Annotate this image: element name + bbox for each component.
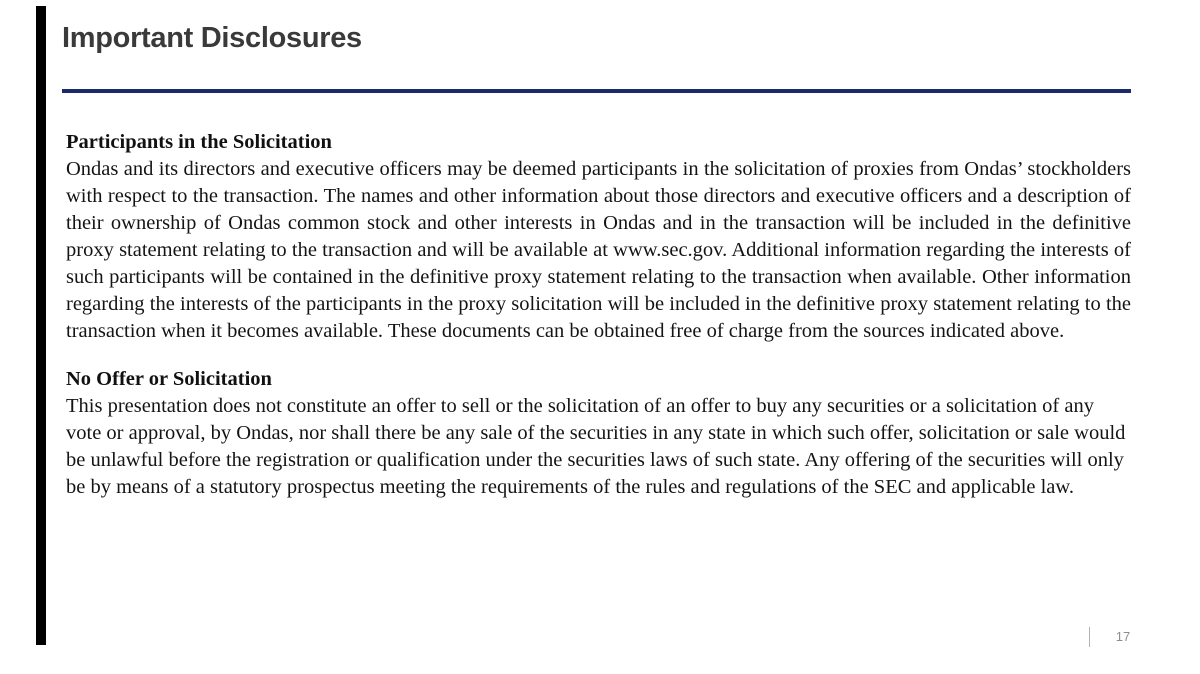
title-underline-rule [62, 89, 1131, 93]
slide-body [66, 129, 1131, 501]
footer-divider [1089, 627, 1090, 647]
section-paragraph: This presentation does not constitute an offer to sell or the solicitation of an offer to buy any securities or a solicitation of any vote or approval, by Ondas, nor shall there be any sale of the securities in any state in which such offer, solicitation or sale would be unlawful before the registration or qualification under the securities laws of such state. Any offering of the securities will only be by means of a statutory prospectus meeting the requirements of the rules and regulations of the SEC and applicable law. [66, 395, 1126, 498]
section-heading: No Offer or Solicitation [66, 368, 272, 390]
section-no-offer-or-solicitation [66, 366, 1131, 501]
section-paragraph: Ondas and its directors and executive officers may be deemed participants in the solicitation of proxies from Ondas’ stockholders with respect to the transaction. The names and other information about those directors and executive officers and a description of their ownership of Ondas common stock and other interests in Ondas and in the transaction will be included in the definitive proxy statement relating to the transaction and will be available at www.sec.gov. Additional information regarding the interests of such participants will be contained in the definitive proxy statement relating to the transaction when available. Other information regarding the interests of the participants in the proxy solicitation will be included in the definitive proxy statement relating to the transaction when it becomes available. These documents can be obtained free of charge from the sources indicated above. [66, 158, 1131, 342]
slide-title: Important Disclosures [62, 22, 362, 54]
section-heading: Participants in the Solicitation [66, 131, 332, 153]
page-number: 17 [1115, 629, 1131, 644]
left-accent-bar [36, 6, 46, 645]
section-participants-in-solicitation [66, 129, 1131, 345]
